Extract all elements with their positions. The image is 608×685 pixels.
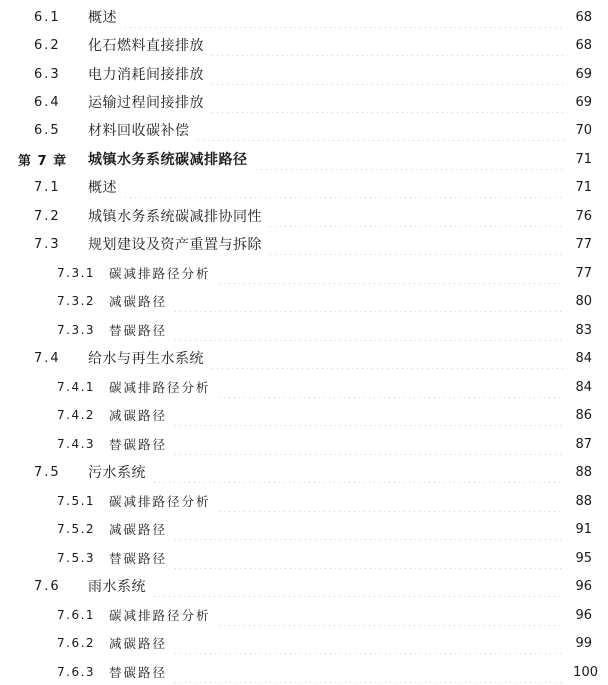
toc-entry-7-3-3[interactable]: [0, 319, 608, 341]
section-title: 运输过程间接排放: [88, 95, 204, 111]
toc-entry-7-5[interactable]: [0, 461, 608, 483]
subsection-number: 7.5.2: [57, 522, 96, 536]
dot-leader: [173, 290, 564, 312]
dot-leader: [268, 233, 564, 255]
section-title: 规划建设及资产重置与拆除: [88, 237, 262, 253]
dot-leader: [173, 433, 564, 455]
page-number: 77: [575, 236, 592, 252]
dot-leader: [210, 63, 564, 85]
subsection-title: 替碳路径: [109, 323, 168, 338]
toc-entry-7-6-2[interactable]: [0, 632, 608, 654]
section-title: 给水与再生水系统: [88, 351, 204, 367]
dot-leader: [173, 518, 564, 540]
toc-entry-7-1[interactable]: [0, 176, 608, 198]
page-number: 71: [575, 179, 592, 195]
toc-entry-7-5-2[interactable]: [0, 518, 608, 540]
dot-leader: [123, 6, 564, 28]
page-number: 99: [575, 635, 592, 651]
toc-entry-7-3[interactable]: [0, 233, 608, 255]
section-title: 城镇水务系统碳减排协同性: [88, 209, 262, 225]
dot-leader: [173, 404, 564, 426]
toc-entry-6-1[interactable]: [0, 6, 608, 28]
page-number: 100: [573, 664, 598, 680]
page-number: 88: [575, 464, 592, 480]
subsection-number: 7.3.3: [57, 323, 96, 337]
page-number: 96: [575, 607, 592, 623]
dot-leader: [123, 176, 564, 198]
toc-entry-7-5-3[interactable]: [0, 547, 608, 569]
subsection-number: 7.4.1: [57, 380, 96, 394]
dot-leader: [217, 604, 564, 626]
page-number: 86: [575, 407, 592, 423]
subsection-number: 7.3.1: [57, 266, 96, 280]
dot-leader: [217, 490, 564, 512]
section-number: 7.3: [34, 236, 61, 252]
subsection-title: 碳减排路径分析: [109, 494, 211, 509]
section-number: 6.4: [34, 94, 61, 110]
page-number: 84: [575, 350, 592, 366]
page-number: 69: [575, 66, 592, 82]
page-number: 83: [575, 322, 592, 338]
page-number: 87: [575, 436, 592, 452]
subsection-number: 7.3.2: [57, 294, 96, 308]
page-number: 77: [575, 265, 592, 281]
dot-leader: [217, 376, 564, 398]
section-title: 电力消耗间接排放: [88, 67, 204, 83]
toc-entry-7-2[interactable]: [0, 205, 608, 227]
chapter-number: 第 7 章: [18, 153, 68, 169]
dot-leader: [173, 319, 564, 341]
toc-entry-7-4-3[interactable]: [0, 433, 608, 455]
section-title: 污水系统: [88, 465, 146, 481]
subsection-title: 减碳路径: [109, 408, 168, 423]
dot-leader: [210, 347, 564, 369]
section-number: 7.5: [34, 464, 61, 480]
subsection-title: 减碳路径: [109, 522, 168, 537]
toc-entry-7-4-1[interactable]: [0, 376, 608, 398]
toc-entry-7-6-3[interactable]: [0, 661, 608, 683]
subsection-title: 减碳路径: [109, 294, 168, 309]
subsection-title: 替碳路径: [109, 665, 168, 680]
page-number: 95: [575, 550, 592, 566]
toc-entry-7-3-2[interactable]: [0, 290, 608, 312]
page-number: 76: [575, 208, 592, 224]
toc-entry-7-6-1[interactable]: [0, 604, 608, 626]
toc-entry-7-3-1[interactable]: [0, 262, 608, 284]
toc-entry-7-4[interactable]: [0, 347, 608, 369]
page-number: 68: [575, 37, 592, 53]
chapter-title: 城镇水务系统碳减排路径: [88, 152, 248, 168]
dot-leader: [210, 91, 564, 113]
section-number: 7.2: [34, 208, 61, 224]
toc-entry-6-2[interactable]: [0, 34, 608, 56]
subsection-number: 7.4.2: [57, 408, 96, 422]
dot-leader: [268, 205, 564, 227]
section-title: 雨水系统: [88, 579, 146, 595]
page-number: 96: [575, 578, 592, 594]
subsection-number: 7.5.3: [57, 551, 96, 565]
subsection-title: 替碳路径: [109, 551, 168, 566]
section-number: 6.1: [34, 9, 61, 25]
dot-leader: [217, 262, 564, 284]
section-number: 6.5: [34, 122, 61, 138]
dot-leader: [173, 632, 564, 654]
dot-leader: [210, 34, 564, 56]
section-number: 7.6: [34, 578, 61, 594]
page-number: 84: [575, 379, 592, 395]
page-number: 68: [575, 9, 592, 25]
section-title: 材料回收碳补偿: [88, 123, 190, 139]
toc-entry-6-3[interactable]: [0, 63, 608, 85]
page-number: 88: [575, 493, 592, 509]
toc-entry-7-5-1[interactable]: [0, 490, 608, 512]
subsection-title: 减碳路径: [109, 636, 168, 651]
subsection-number: 7.6.2: [57, 636, 96, 650]
toc-entry-7-4-2[interactable]: [0, 404, 608, 426]
dot-leader: [254, 148, 565, 170]
subsection-title: 碳减排路径分析: [109, 380, 211, 395]
subsection-number: 7.5.1: [57, 494, 96, 508]
section-title: 概述: [88, 10, 117, 26]
page-number: 70: [575, 122, 592, 138]
page-number: 69: [575, 94, 592, 110]
subsection-number: 7.4.3: [57, 437, 96, 451]
section-number: 7.1: [34, 179, 61, 195]
section-number: 6.3: [34, 66, 61, 82]
toc-entry-6-4[interactable]: [0, 91, 608, 113]
dot-leader: [196, 119, 565, 141]
toc-entry-7-6[interactable]: [0, 575, 608, 597]
subsection-title: 替碳路径: [109, 437, 168, 452]
section-title: 化石燃料直接排放: [88, 38, 204, 54]
section-number: 7.4: [34, 350, 61, 366]
toc-entry-chapter-7[interactable]: [0, 148, 608, 170]
section-title: 概述: [88, 180, 117, 196]
section-number: 6.2: [34, 37, 61, 53]
page-number: 71: [575, 151, 592, 167]
dot-leader: [173, 547, 564, 569]
subsection-number: 7.6.3: [57, 665, 96, 679]
page-number: 91: [575, 521, 592, 537]
dot-leader: [152, 461, 564, 483]
page-number: 80: [575, 293, 592, 309]
subsection-title: 碳减排路径分析: [109, 266, 211, 281]
dot-leader: [152, 575, 564, 597]
dot-leader: [173, 661, 564, 683]
subsection-number: 7.6.1: [57, 608, 96, 622]
toc-entry-6-5[interactable]: [0, 119, 608, 141]
subsection-title: 碳减排路径分析: [109, 608, 211, 623]
